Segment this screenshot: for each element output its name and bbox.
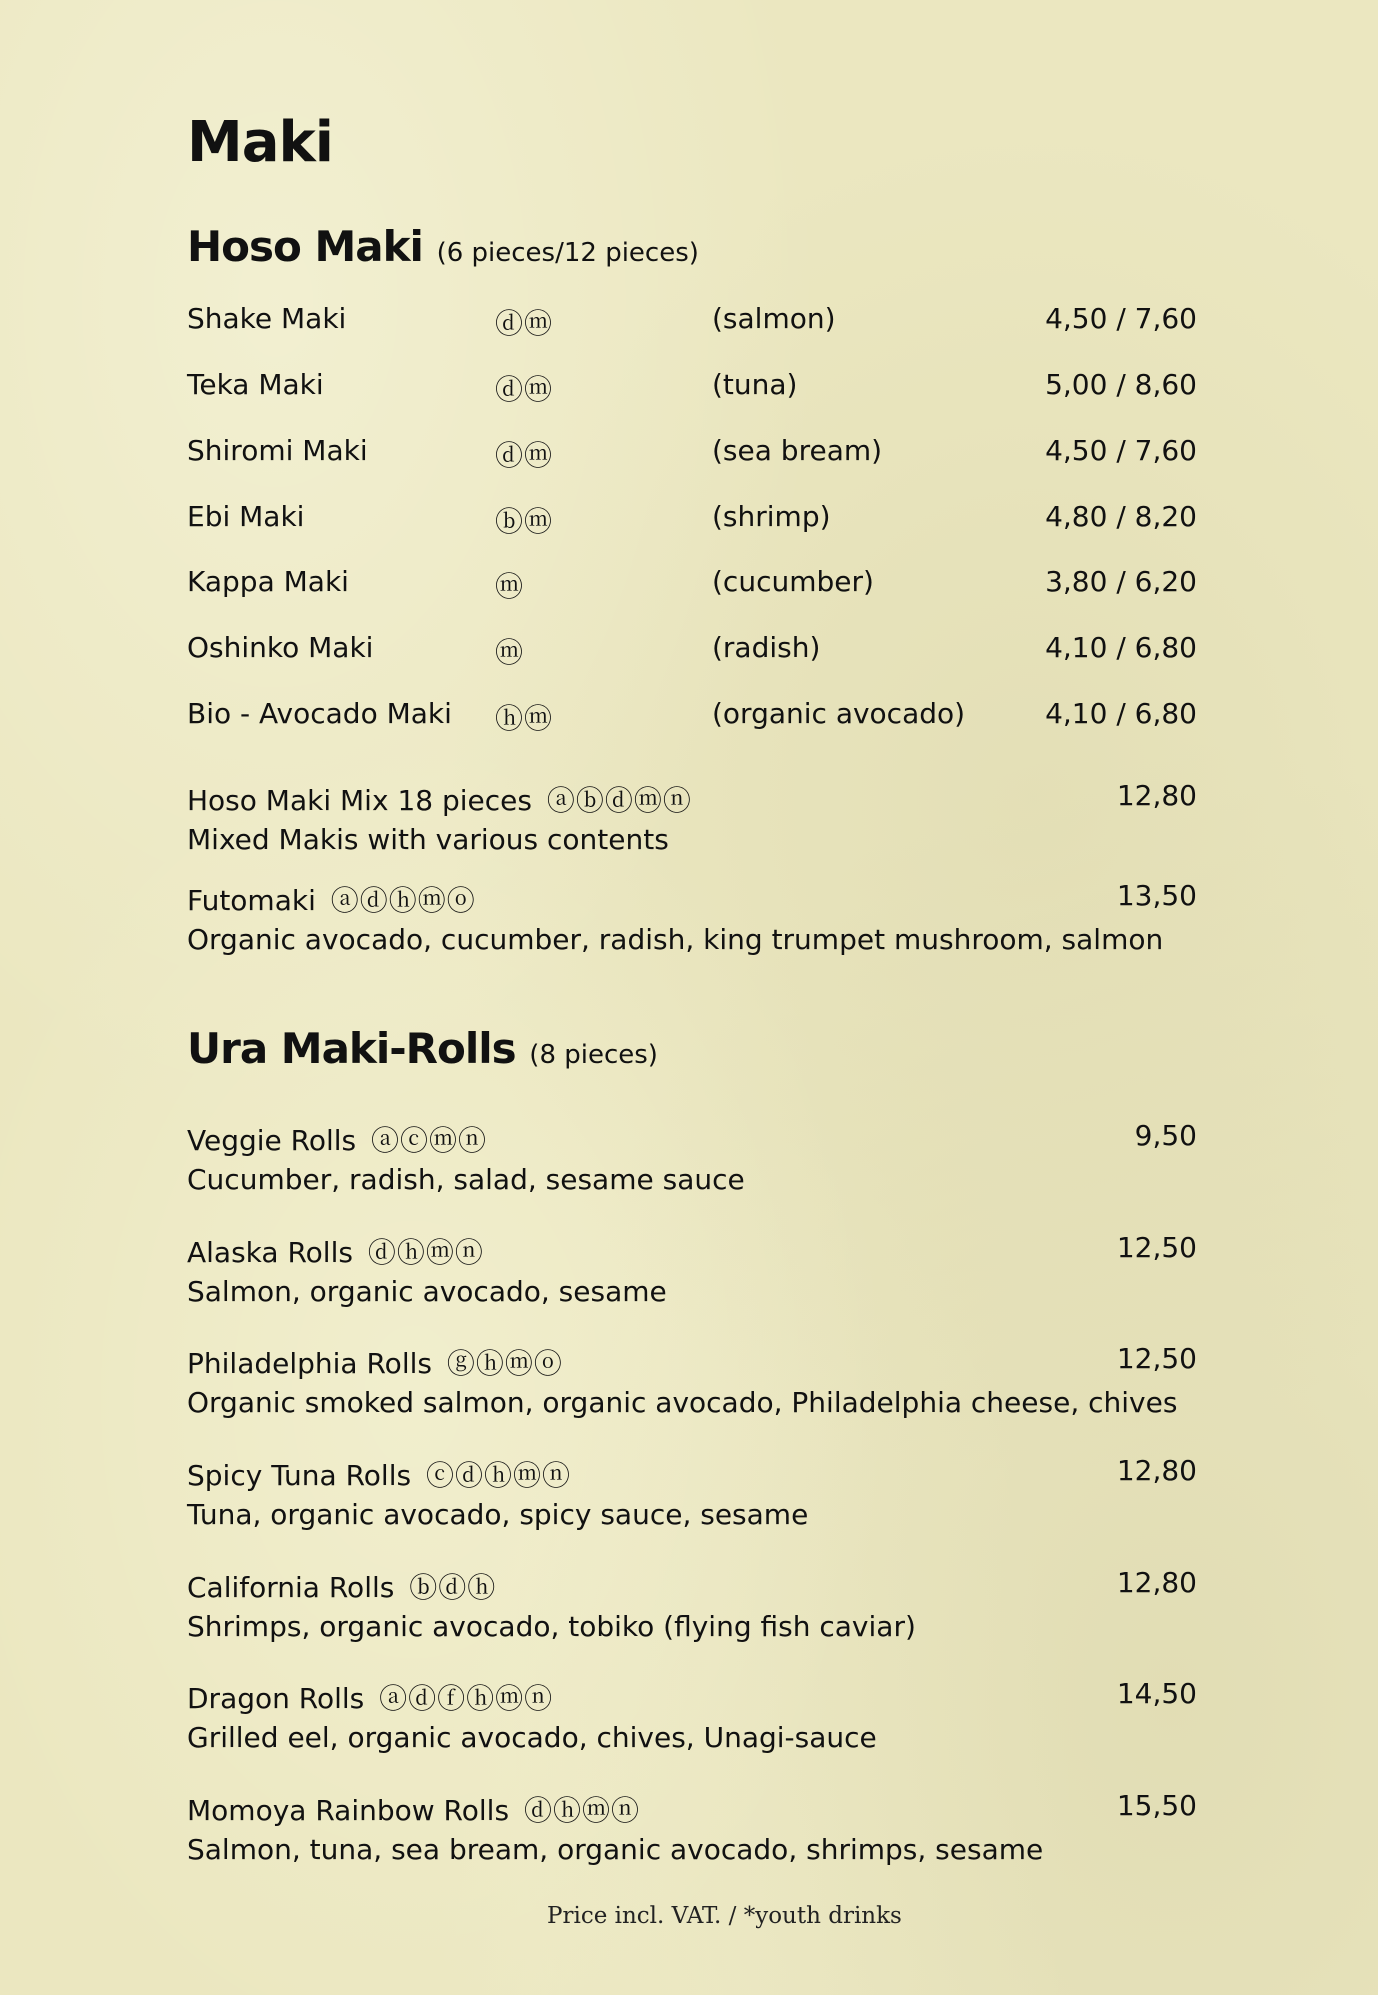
item-description: Mixed Makis with various contents: [187, 823, 669, 856]
menu-item: [187, 1566, 1197, 1643]
page-title: Maki: [187, 110, 333, 175]
item-price: 4,50 / 7,60: [1045, 302, 1197, 335]
menu-item: [187, 1789, 1197, 1866]
item-description: Tuna, organic avocado, spicy sauce, sesame: [187, 1498, 809, 1531]
allergen-codes: ⓑⓜ: [495, 505, 554, 538]
item-name: Ebi Maki: [187, 500, 305, 533]
item-price: 3,80 / 6,20: [1045, 565, 1197, 598]
item-price: 12,50: [1116, 1231, 1197, 1264]
allergen-codes: ⓗⓜ: [495, 702, 554, 735]
item-name: Alaska Rolls: [187, 1236, 353, 1269]
menu-item: [187, 1231, 1197, 1308]
menu-page: [187, 0, 1197, 1995]
item-name: Veggie Rolls: [187, 1124, 357, 1157]
item-pieces: 18 pieces: [397, 784, 532, 817]
allergen-codes: ⓖⓗⓜⓞ: [446, 1347, 563, 1380]
item-description: (cucumber): [712, 565, 874, 598]
allergen-codes: ⓓⓜ: [495, 307, 554, 340]
allergen-codes: ⓑⓓⓗ: [409, 1571, 497, 1604]
allergen-codes: ⓒⓓⓗⓜⓝ: [425, 1459, 571, 1492]
item-price: 12,80: [1116, 1454, 1197, 1487]
menu-item-row: [187, 697, 1197, 737]
item-description: Grilled eel, organic avocado, chives, Unagi-sauce: [187, 1721, 877, 1754]
item-description: Organic smoked salmon, organic avocado, Philadelphia cheese, chives: [187, 1386, 1178, 1419]
menu-item: [187, 1342, 1197, 1419]
item-description: (organic avocado): [712, 697, 966, 730]
allergen-codes: ⓓⓗⓜⓝ: [367, 1236, 484, 1269]
item-name: Philadelphia Rolls: [187, 1347, 432, 1380]
item-price: 12,80: [1116, 1566, 1197, 1599]
allergen-codes: ⓓⓗⓜⓝ: [523, 1794, 640, 1827]
allergen-codes: ⓜ: [495, 570, 525, 603]
item-description: Organic avocado, cucumber, radish, king trumpet mushroom, salmon: [187, 923, 1164, 956]
item-name: Teka Maki: [187, 368, 324, 401]
menu-item-row: [187, 500, 1197, 540]
item-price: 9,50: [1134, 1119, 1197, 1152]
menu-item-row: [187, 302, 1197, 342]
section-subtitle: (8 pieces): [529, 1040, 658, 1070]
item-description: (salmon): [712, 302, 836, 335]
allergen-codes: ⓐⓓⓕⓗⓜⓝ: [379, 1682, 554, 1715]
allergen-codes: ⓓⓜ: [495, 373, 554, 406]
item-name: Kappa Maki: [187, 565, 349, 598]
menu-item-row: [187, 368, 1197, 408]
allergen-codes: ⓐⓒⓜⓝ: [371, 1124, 488, 1157]
menu-item: [187, 1119, 1197, 1196]
allergen-codes: ⓐⓑⓓⓜⓝ: [546, 784, 692, 817]
item-price: 4,10 / 6,80: [1045, 697, 1197, 730]
section-title: Hoso Maki: [187, 222, 423, 271]
section-heading-hoso-maki: [187, 222, 699, 271]
item-price: 12,50: [1116, 1342, 1197, 1375]
item-description: (shrimp): [712, 500, 831, 533]
allergen-codes: ⓓⓜ: [495, 439, 554, 472]
item-price: 12,80: [1116, 779, 1197, 812]
item-description: (tuna): [712, 368, 798, 401]
menu-item-row: [187, 565, 1197, 605]
menu-item: [187, 1454, 1197, 1531]
item-description: Shrimps, organic avocado, tobiko (flying fish caviar): [187, 1610, 916, 1643]
item-name: Momoya Rainbow Rolls: [187, 1794, 510, 1827]
item-name: California Rolls: [187, 1571, 395, 1604]
item-price: 15,50: [1116, 1789, 1197, 1822]
item-description: (radish): [712, 631, 821, 664]
menu-item-hoso-maki-mix: [187, 779, 1197, 856]
menu-item: [187, 1677, 1197, 1754]
item-price: 4,80 / 8,20: [1045, 500, 1197, 533]
item-name: Oshinko Maki: [187, 631, 374, 664]
item-price: 4,50 / 7,60: [1045, 434, 1197, 467]
allergen-codes: ⓜ: [495, 636, 525, 669]
menu-item-row: [187, 434, 1197, 474]
menu-item-futomaki: [187, 879, 1197, 956]
item-name: Futomaki: [187, 884, 316, 917]
item-name: Hoso Maki Mix: [187, 784, 389, 817]
section-title: Ura Maki-Rolls: [187, 1024, 516, 1073]
item-description: Salmon, organic avocado, sesame: [187, 1275, 667, 1308]
item-price: 14,50: [1116, 1677, 1197, 1710]
item-price: 13,50: [1116, 879, 1197, 912]
item-description: Salmon, tuna, sea bream, organic avocado, shrimps, sesame: [187, 1833, 1044, 1866]
item-name: Spicy Tuna Rolls: [187, 1459, 412, 1492]
section-heading-ura-maki: [187, 1024, 658, 1073]
menu-item-row: [187, 631, 1197, 671]
item-price: 4,10 / 6,80: [1045, 631, 1197, 664]
allergen-codes: ⓐⓓⓗⓜⓞ: [330, 884, 476, 917]
price-footnote: Price incl. VAT. / *youth drinks: [547, 1903, 902, 1929]
item-name: Bio - Avocado Maki: [187, 697, 452, 730]
item-name: Shake Maki: [187, 302, 347, 335]
item-name: Shiromi Maki: [187, 434, 368, 467]
section-subtitle: (6 pieces/12 pieces): [436, 238, 699, 268]
item-description: Cucumber, radish, salad, sesame sauce: [187, 1163, 745, 1196]
item-name: Dragon Rolls: [187, 1682, 365, 1715]
item-price: 5,00 / 8,60: [1045, 368, 1197, 401]
item-description: (sea bream): [712, 434, 883, 467]
